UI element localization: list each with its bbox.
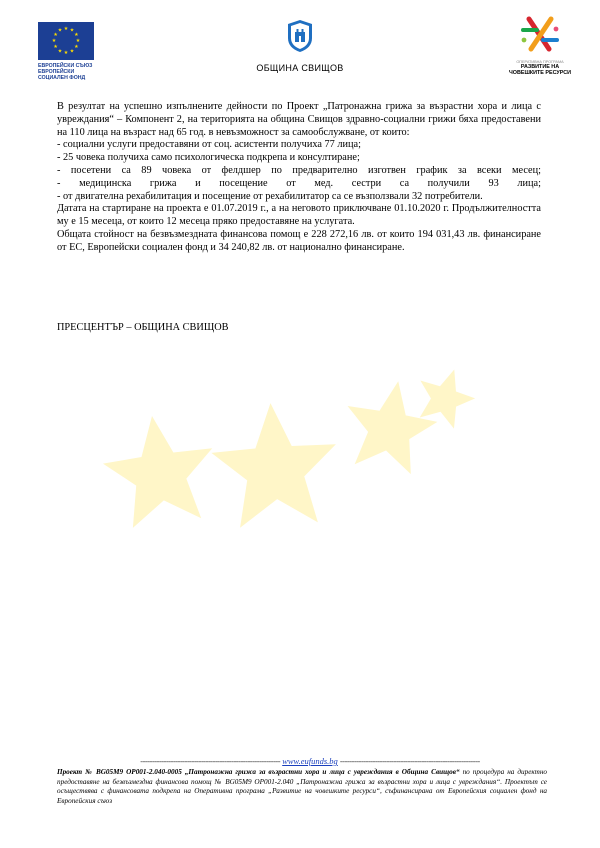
op-caption-small: ОПЕРАТИВНА ПРОГРАМА [516,60,564,64]
footer-disclaimer [57,768,547,806]
municipality-name: ОБЩИНА СВИЩОВ [256,63,344,73]
svg-text:★: ★ [74,44,79,50]
list-item: - 25 човека получиха само психологическа подкрепа и консултиране; [57,152,360,164]
svg-text:★: ★ [63,50,69,56]
eu-caption-line: СОЦИАЛЕН ФОНД [38,75,86,81]
footer-dashes: ------------------------------------------------------------ [140,756,281,766]
paragraph-intro: В резултат на успешно изпълнените дейности по Проект „Патронажна грижа за възрастни хора и лица с увреждания“ – Компонент 2, на територията на община Свищов здравно-социални грижи бяха предоставени на 110 лица на възраст над 65 год. в невъзможност за самообслужване, от които: [57,101,541,138]
paragraph-dates: Датата на стартиране на проекта е 01.07.2019 г., а на неговото приключване 01.10.2020 г. Продължителността му е 15 месеца, от които 12 месеца пряко предоставяне на услугата. [57,203,541,228]
svg-text:★: ★ [53,32,58,38]
star-watermark [100,348,500,538]
footer-project-title: Проект № BG05M9 OP001-2.040-0005 „Патронажна грижа за възрастни хора и лица с увреждания в Община Свищов“ [57,768,460,776]
press-center-signature: ПРЕСЦЕНТЪР – ОБЩИНА СВИЩОВ [57,322,229,333]
municipality-crest-icon [287,20,313,52]
op-caption-line: ЧОВЕШКИТЕ РЕСУРСИ [508,70,572,76]
eufunds-link[interactable]: www.eufunds.bg [282,756,338,766]
eu-caption-line: ЕВРОПЕЙСКИ СЪЮЗ [38,63,93,69]
svg-text:★: ★ [75,38,81,44]
footer-link-line [80,756,540,766]
svg-text:★: ★ [57,48,63,55]
list-item: - социални услуги предоставяни от соц. асистенти получиха 77 лица; [57,139,361,151]
op-hrd-logo [500,16,580,76]
svg-text:★: ★ [63,26,69,32]
paragraph-financing: Общата стойност на безвъзмездната финансова помощ е 228 272,16 лв. от които 194 031,43 лв. финансиране от ЕС, Европейски социален фонд и 34 240,82 лв. от национално финансиране. [57,228,541,253]
svg-text:★: ★ [69,27,75,34]
svg-text:★: ★ [74,32,79,38]
list-item: - посетени са 89 човека от фелдшер по предварително изготвен график за всеки месец; [57,164,541,176]
list-item: - медицинска грижа и посещение от мед. сестри са получили 93 лица; [57,177,541,189]
footer-project-description: по процедура на директно предоставяне на безвъзмездна финансова помощ № BG05M9 OP001-2.040 „Патронажна грижа за възрастни хора и лица с увреждания“. Проектът се осъществява с финансовата подкрепа на Оперативна програма „Развитие на човешките ресурси“, съфинансирана от Европейския социален фонд на Европейския съюз [57,768,548,805]
svg-text:★: ★ [69,48,75,55]
svg-text:★: ★ [57,27,63,34]
article-body [57,101,541,255]
op-hrd-emblem-icon [515,16,565,54]
op-caption-line: РАЗВИТИЕ НА [520,64,560,70]
op-caption [500,64,580,76]
svg-text:★: ★ [51,38,57,44]
footer-dashes: ------------------------------------------------------------ [339,756,480,766]
svg-text:★: ★ [53,44,58,50]
eu-caption-line: ЕВРОПЕЙСКИ [38,69,75,75]
list-item: - от двигателна рехабилитация и посещение от рехабилитатор са се възползвали 32 потребители. [57,190,483,202]
